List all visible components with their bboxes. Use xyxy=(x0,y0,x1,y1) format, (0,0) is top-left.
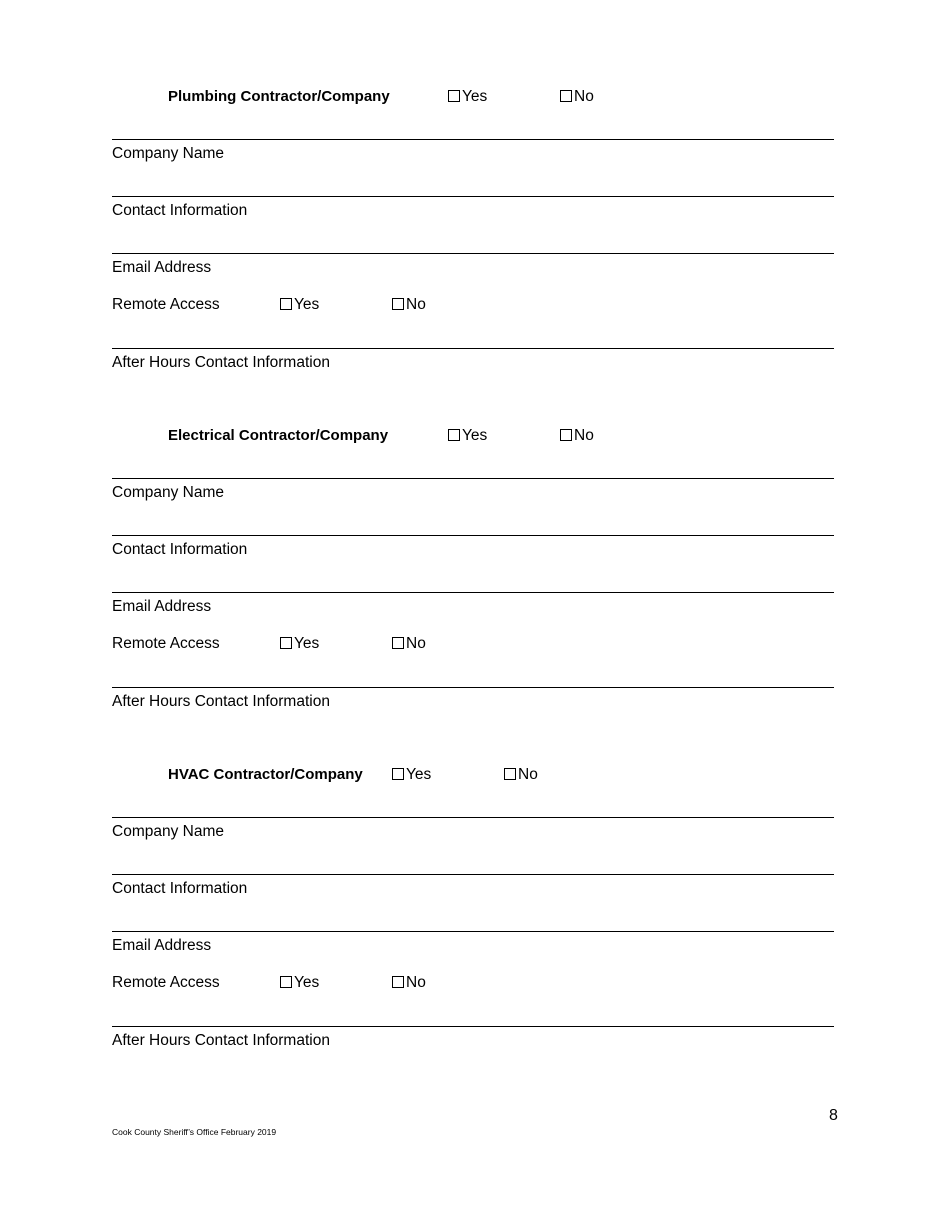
company-name-line[interactable] xyxy=(112,817,834,818)
hvac-yes-checkbox[interactable]: Yes xyxy=(392,766,431,784)
remote-access-yes-checkbox[interactable]: Yes xyxy=(280,635,319,653)
checkbox-icon xyxy=(392,976,404,988)
contact-information-line[interactable] xyxy=(112,535,834,536)
company-name-label: Company Name xyxy=(112,145,224,162)
after-hours-label: After Hours Contact Information xyxy=(112,354,330,371)
company-name-label: Company Name xyxy=(112,823,224,840)
remote-access-no-checkbox[interactable]: No xyxy=(392,974,426,992)
checkbox-icon xyxy=(280,637,292,649)
after-hours-line[interactable] xyxy=(112,348,834,349)
contact-information-label: Contact Information xyxy=(112,202,248,219)
company-name-line[interactable] xyxy=(112,139,834,140)
company-name-line[interactable] xyxy=(112,478,834,479)
checkbox-icon xyxy=(280,298,292,310)
electrical-no-checkbox[interactable]: No xyxy=(560,427,594,445)
after-hours-line[interactable] xyxy=(112,687,834,688)
checkbox-icon xyxy=(392,298,404,310)
hvac-no-checkbox[interactable]: No xyxy=(504,766,538,784)
contact-information-line[interactable] xyxy=(112,874,834,875)
remote-access-yes-checkbox[interactable]: Yes xyxy=(280,974,319,992)
contact-information-label: Contact Information xyxy=(112,880,248,897)
page-number: 8 xyxy=(829,1107,838,1124)
contact-information-label: Contact Information xyxy=(112,541,248,558)
after-hours-label: After Hours Contact Information xyxy=(112,693,330,710)
after-hours-line[interactable] xyxy=(112,1026,834,1027)
section-heading-plumbing: Plumbing Contractor/Company xyxy=(168,88,390,105)
email-address-label: Email Address xyxy=(112,598,212,615)
email-address-line[interactable] xyxy=(112,931,834,932)
electrical-yes-checkbox[interactable]: Yes xyxy=(448,427,487,445)
email-address-line[interactable] xyxy=(112,592,834,593)
checkbox-icon xyxy=(448,429,460,441)
email-address-label: Email Address xyxy=(112,259,212,276)
checkbox-icon xyxy=(560,90,572,102)
remote-access-no-checkbox[interactable]: No xyxy=(392,296,426,314)
remote-access-label: Remote Access xyxy=(112,635,220,652)
remote-access-yes-checkbox[interactable]: Yes xyxy=(280,296,319,314)
email-address-label: Email Address xyxy=(112,937,212,954)
contact-information-line[interactable] xyxy=(112,196,834,197)
company-name-label: Company Name xyxy=(112,484,224,501)
checkbox-icon xyxy=(448,90,460,102)
plumbing-no-checkbox[interactable]: No xyxy=(560,88,594,106)
checkbox-icon xyxy=(392,637,404,649)
section-heading-hvac: HVAC Contractor/Company xyxy=(168,766,363,783)
remote-access-label: Remote Access xyxy=(112,974,220,991)
checkbox-icon xyxy=(280,976,292,988)
checkbox-icon xyxy=(504,768,516,780)
footer-text: Cook County Sheriff’s Office February 2019 xyxy=(112,1127,277,1137)
checkbox-icon xyxy=(560,429,572,441)
plumbing-yes-checkbox[interactable]: Yes xyxy=(448,88,487,106)
after-hours-label: After Hours Contact Information xyxy=(112,1032,330,1049)
section-heading-electrical: Electrical Contractor/Company xyxy=(168,427,389,444)
checkbox-icon xyxy=(392,768,404,780)
remote-access-no-checkbox[interactable]: No xyxy=(392,635,426,653)
email-address-line[interactable] xyxy=(112,253,834,254)
remote-access-label: Remote Access xyxy=(112,296,220,313)
